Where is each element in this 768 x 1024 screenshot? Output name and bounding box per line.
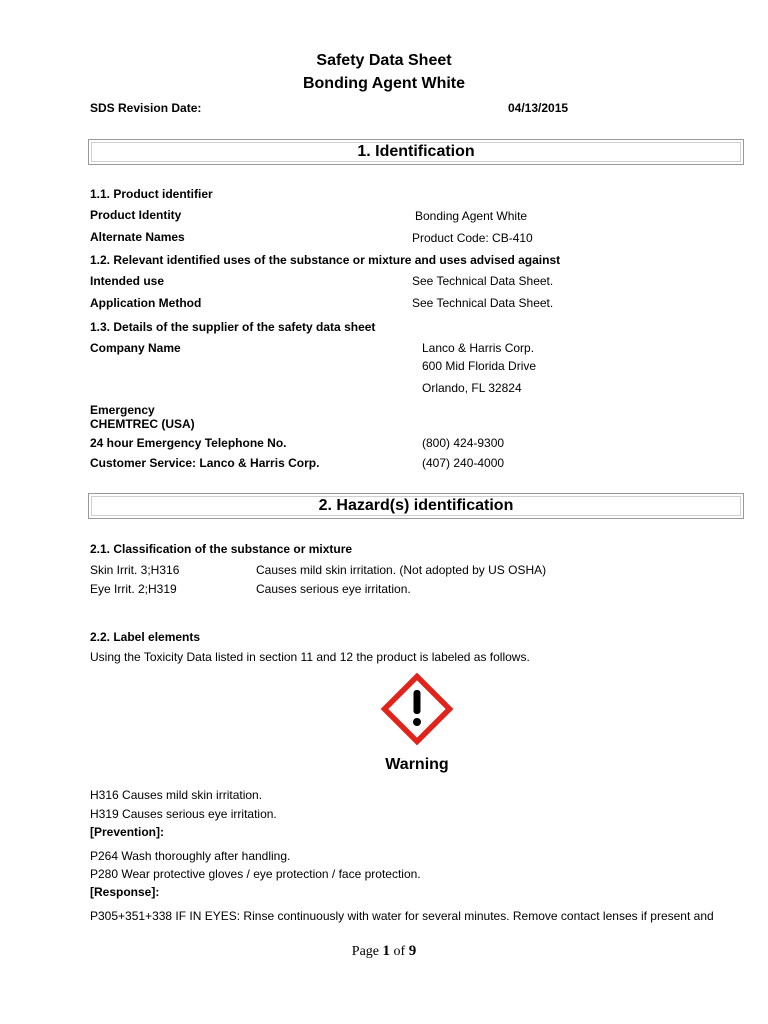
classification-text: Causes serious eye irritation.: [256, 582, 411, 596]
hazard-statement-h319: H319 Causes serious eye irritation.: [90, 807, 277, 821]
revision-date-value: 04/13/2015: [508, 101, 569, 115]
section-1-header: [88, 139, 744, 165]
customer-service-value: (407) 240-4000: [422, 456, 505, 470]
page-number: [0, 943, 768, 960]
exclamation-mark-hazard-icon: [380, 672, 454, 746]
alternate-names-label: Alternate Names: [90, 230, 185, 244]
subsection-2-1: 2.1. Classification of the substance or mixture: [90, 542, 353, 556]
application-method-value: See Technical Data Sheet.: [412, 296, 554, 310]
chemtrec-label: CHEMTREC (USA): [90, 417, 195, 431]
intended-use-label: Intended use: [90, 274, 165, 288]
prevention-label: [Prevention]:: [90, 825, 165, 839]
classification-code: Eye Irrit. 2;H319: [90, 582, 177, 596]
response-label: [Response]:: [90, 885, 160, 899]
page-current: 1: [382, 943, 391, 959]
exclamation-dot: [413, 718, 421, 726]
alternate-names-value: Product Code: CB-410: [412, 231, 533, 245]
product-identity-value: Bonding Agent White: [415, 209, 528, 223]
product-identity-label: Product Identity: [90, 208, 182, 222]
classification-text: Causes mild skin irritation. (Not adopted by US OSHA): [256, 563, 547, 577]
intended-use-value: See Technical Data Sheet.: [412, 274, 554, 288]
exclamation-bar: [414, 690, 421, 714]
document-title: Safety Data Sheet: [316, 52, 452, 69]
precaution-p264: P264 Wash thoroughly after handling.: [90, 849, 291, 863]
hazard-statement-h316: H316 Causes mild skin irritation.: [90, 788, 263, 802]
label-intro: Using the Toxicity Data listed in section 11 and 12 the product is labeled as follows.: [90, 650, 530, 664]
section-2-title: 2. Hazard(s) identification: [318, 497, 514, 514]
section-1-title: 1. Identification: [357, 143, 475, 160]
company-name-label: Company Name: [90, 341, 181, 355]
subsection-1-2: 1.2. Relevant identified uses of the substance or mixture and uses advised against: [90, 253, 561, 267]
product-title: Bonding Agent White: [302, 75, 466, 92]
application-method-label: Application Method: [90, 296, 202, 310]
subsection-1-1: 1.1. Product identifier: [90, 187, 213, 201]
revision-date-label: SDS Revision Date:: [90, 101, 202, 115]
company-address-line1: 600 Mid Florida Drive: [422, 359, 537, 373]
emergency-phone-value: (800) 424-9300: [422, 436, 505, 450]
subsection-1-3: 1.3. Details of the supplier of the safety data sheet: [90, 320, 376, 334]
precaution-p280: P280 Wear protective gloves / eye protection / face protection.: [90, 867, 421, 881]
precaution-p305: P305+351+338 IF IN EYES: Rinse continuously with water for several minutes. Remove contact lenses if present and: [90, 909, 714, 923]
emergency-phone-label: 24 hour Emergency Telephone No.: [90, 436, 287, 450]
customer-service-label: Customer Service: Lanco & Harris Corp.: [90, 456, 320, 470]
classification-code: Skin Irrit. 3;H316: [90, 563, 180, 577]
section-2-header: [88, 493, 744, 519]
signal-word: Warning: [385, 756, 449, 773]
subsection-2-2: 2.2. Label elements: [90, 630, 201, 644]
page-total: 9: [408, 943, 417, 959]
emergency-label: Emergency: [90, 403, 155, 417]
page-prefix: Page: [351, 944, 380, 959]
page-of: of: [393, 944, 406, 959]
company-address-line2: Orlando, FL 32824: [422, 381, 522, 395]
company-name-value: Lanco & Harris Corp.: [422, 341, 535, 355]
